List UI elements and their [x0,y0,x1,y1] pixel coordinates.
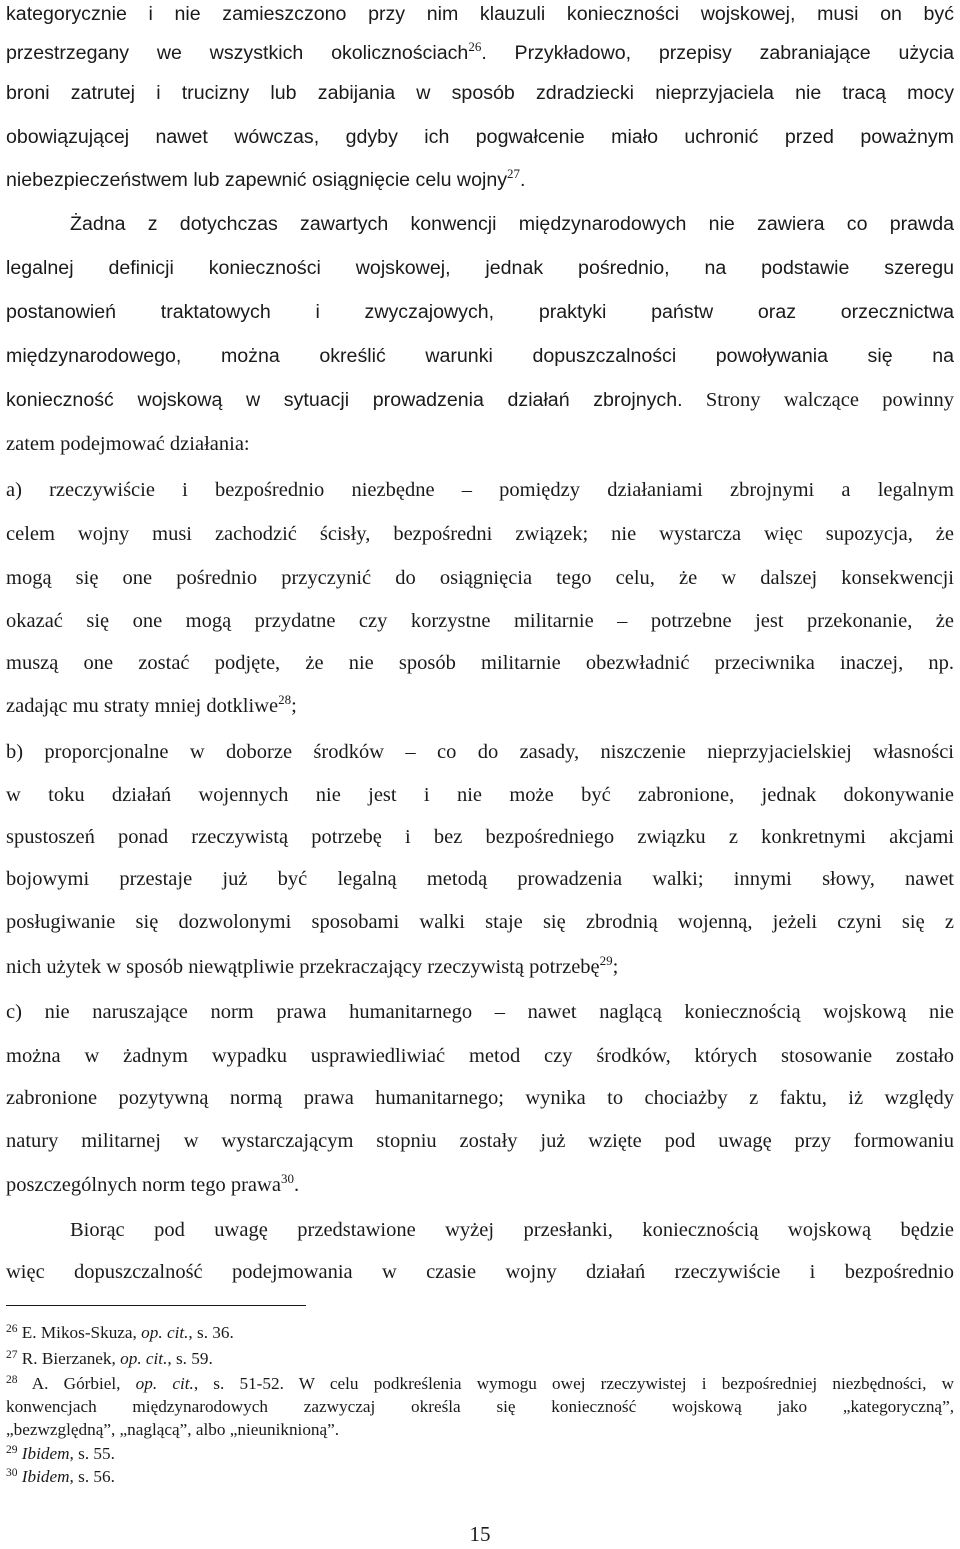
footnote-line [6,1322,954,1344]
line-text-tail: ; [291,695,297,717]
text-line [6,823,954,851]
footnote-ref: 28 [278,692,292,707]
footnote-text: , s. 59. [167,1349,213,1368]
footnote-text: , s. 51-52. W celu podkreślenia wymogu owej rzeczywistej i bezpośredniej niezbędności, w [193,1374,954,1393]
footnote-text: A. Górbiel, [17,1374,136,1393]
footnote-number: 27 [6,1349,18,1361]
text-line [6,865,954,893]
line-text: posługiwanie się dozwolonymi sposobami walki staje się zbrodnią wojenną, jeżeli czyni się z [6,911,954,933]
text-line [6,1171,954,1199]
text-line [6,692,954,720]
line-text-tail: ; [612,956,619,978]
footnote-italic: Ibidem [21,1444,70,1463]
line-text-tail: . [293,1174,300,1196]
footnote-line [6,1373,954,1395]
footnote-text: , s. 55. [69,1444,115,1463]
footnote-text: E. Mikos-Skuza, [17,1323,142,1342]
line-text-tail: . Przykładowo, przepisy zabraniające użycia [481,42,955,64]
line-text: a) rzeczywiście i bezpośrednio niezbędne – pomiędzy działaniami zbrojnymi a legalnym [6,479,954,501]
footnote-number: 29 [6,1444,18,1456]
line-text: Żadna z dotychczas zawartych konwencji międzynarodowych nie zawiera co prawda [70,213,954,235]
text-line [6,998,954,1026]
footnote-italic: op. cit. [120,1349,168,1368]
line-text: spustoszeń ponad rzeczywistą potrzebę i bez bezpośredniego związku z konkretnymi akcjami [6,826,954,848]
text-line [6,1042,954,1070]
line-text: nich użytek w sposób niewątpliwie przekraczający rzeczywistą potrzebę [6,956,600,978]
text-line [70,1216,954,1244]
line-text: c) nie naruszające norm prawa humanitarnego – nawet naglącą koniecznością wojskową nie [6,1001,954,1023]
footnote-italic: op. cit. [141,1323,189,1342]
footnote-number: 30 [6,1467,18,1479]
line-text: więc dopuszczalność podejmowania w czasie wojny działań rzeczywiście i bezpośrednio [6,1261,954,1283]
text-line [6,476,954,504]
footnote-text: R. Bierzanek, [17,1349,121,1368]
footnote-number: 28 [6,1374,18,1386]
text-line [6,79,954,107]
line-text: celem wojny musi zachodzić ścisły, bezpośredni związek; nie wystarcza więc supozycja, że [6,523,954,545]
footnote-ref: 26 [468,39,482,54]
footnote-number: 26 [6,1323,18,1335]
text-line [6,1084,954,1112]
line-text: zadając mu straty mniej dotkliwe [6,695,279,717]
text-line [6,1127,954,1155]
text-line [6,953,954,981]
footnote-line [6,1443,954,1465]
line-text: poszczególnych norm tego prawa [6,1174,281,1196]
text-line [6,166,954,194]
line-text: okazać się one mogą przydatne czy korzystne militarnie – potrzebne jest przekonanie, że [6,610,954,632]
line-text: bojowymi przestaje już być legalną metodą prowadzenia walki; innymi słowy, nawet [6,868,954,890]
text-line [6,386,954,414]
line-text-tail: Strony walczące powinny [682,389,954,411]
line-text: mogą się one pośrednio przyczynić do osiągnięcia tego celu, że w dalszej konsekwencji [6,567,954,589]
text-line [6,564,954,592]
line-text: obowiązującej nawet wówczas, gdyby ich pogwałcenie miało uchronić przed poważnym [6,126,954,148]
footnote-line [6,1419,954,1441]
line-text: zatem podejmować działania: [6,433,250,455]
line-text: b) proporcjonalne w doborze środków – co do zasady, niszczenie nieprzyjacielskiej własności [6,741,954,763]
footnote-text: , s. 56. [69,1467,115,1486]
line-text: można w żadnym wypadku usprawiedliwiać metod czy środków, których stosowanie zostało [6,1045,954,1067]
footnote-separator [6,1305,306,1306]
text-line [6,908,954,936]
page-number: 15 [469,1522,491,1546]
footnote-text: konwencjach międzynarodowych zazwyczaj określa się konieczność wojskową jako „kategoryczną”, [6,1397,954,1416]
line-text-tail: . [520,169,526,191]
footnote-text: „bezwzględną”, „naglącą”, albo „nieuniknioną”. [6,1420,340,1439]
line-text: niebezpieczeństwem lub zapewnić osiągnięcie celu wojny [6,169,508,191]
footnote-line [6,1466,954,1488]
footnote-italic: op. cit. [135,1374,194,1393]
text-line [6,649,954,677]
footnote-ref: 27 [507,166,521,181]
line-text: legalnej definicji konieczności wojskowej, jednak pośrednio, na podstawie szeregu [6,257,954,279]
text-line [6,738,954,766]
text-line [6,607,954,635]
line-text: postanowień traktatowych i zwyczajowych, praktyki państw oraz orzecznictwa [6,301,954,323]
line-text: zabronione pozytywną normą prawa humanitarnego; wynika to chociażby z faktu, iż względy [6,1087,954,1109]
text-line [6,298,954,326]
footnote-text: , s. 36. [188,1323,234,1342]
line-text: konieczność wojskową w sytuacji prowadzenia działań zbrojnych. [6,389,683,411]
footnote-line [6,1348,954,1370]
footnote-ref: 30 [280,1171,294,1186]
text-line [6,39,954,67]
text-line [6,430,954,458]
line-text: natury militarnej w wystarczającym stopniu zostały już wzięte pod uwagę przy formowaniu [6,1130,954,1152]
line-text: broni zatrutej i trucizny lub zabijania w sposób zdradziecki nieprzyjaciela nie tracą mocy [6,82,954,104]
text-line [6,781,954,809]
text-line [70,210,954,238]
footnote-italic: Ibidem [21,1467,70,1486]
text-line [6,123,954,151]
line-text: międzynarodowego, można określić warunki dopuszczalności powoływania się na [6,345,954,367]
text-line [6,342,954,370]
line-text: w toku działań wojennych nie jest i nie może być zabronione, jednak dokonywanie [6,784,954,806]
text-line [6,1258,954,1286]
footnote-ref: 29 [599,953,613,968]
text-line [6,520,954,548]
line-text: muszą one zostać podjęte, że nie sposób militarnie obezwładnić przeciwnika inaczej, np. [6,652,954,674]
line-text: kategorycznie i nie zamieszczono przy nim klauzuli konieczności wojskowej, musi on być [6,3,954,25]
line-text: przestrzegany we wszystkich okolicznościach [6,42,469,64]
text-line [6,0,954,28]
text-line [6,254,954,282]
line-text: Biorąc pod uwagę przedstawione wyżej przesłanki, koniecznością wojskową będzie [70,1219,954,1241]
footnote-line [6,1396,954,1418]
